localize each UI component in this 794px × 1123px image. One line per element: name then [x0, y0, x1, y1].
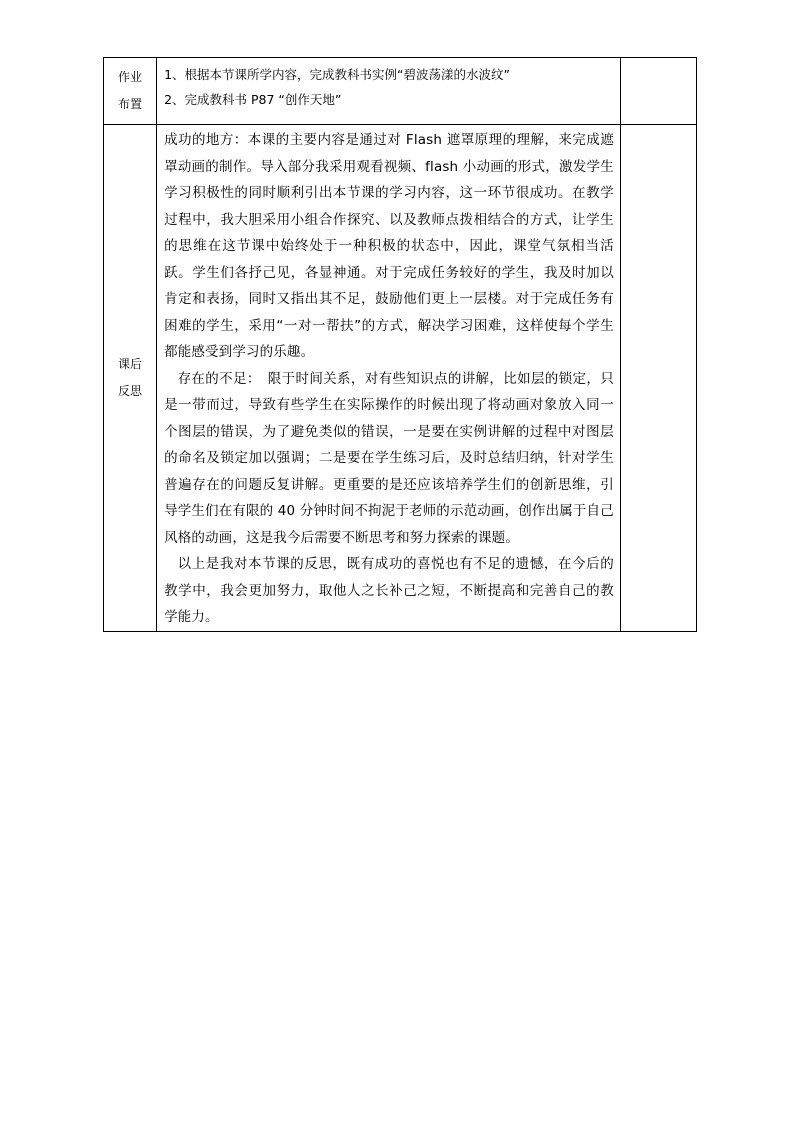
homework-item-1: 1、根据本节课所学内容，完成教科书实例“碧波荡漾的水波纹”	[164, 67, 510, 82]
reflection-paragraph-shortcomings: 存在的不足： 限于时间关系，对有些知识点的讲解，比如层的锁定，只是一带而过，导致有些学生在实际操作的时候出现了将动画对象放入同一个图层的错误，为了避免类似的错误，一是要在实例讲解的过程中对图层的命名及锁定加以强调；二是要在学生练习后，及时总结归纳，针对学生普遍存在的问题反复讲解。更重要的是还应该培养学生们的创新思维，引导学生们在有限的 40 分钟时间不拘泥于老师的示范动画，创作出属于自己风格的动画，这是我今后需要不断思考和努力探索的课题。	[164, 370, 614, 546]
reflection-paragraph-success: 成功的地方：本课的主要内容是通过对 Flash 遮罩原理的理解，来完成遮罩动画的制作。导入部分我采用观看视频、flash 小动画的形式，激发学生学习积极性的同时顺利引出本节课的学习内容，这一环节很成功。在教学过程中，我大胆采用小组合作探究、以及教师点拨相结合的方式，让学生的思维在这节课中始终处于一种积极的状态中，因此，课堂气氛相当活跃。学生们各抒己见，各显神通。对于完成任务较好的学生，我及时加以肯定和表扬，同时又指出其不足，鼓励他们更上一层楼。对于完成任务有困难的学生，采用“一对一帮扶”的方式，解决学习困难，这样使每个学生都能感受到学习的乐趣。	[164, 132, 614, 360]
homework-empty-cell	[620, 58, 696, 125]
homework-label-cell	[104, 58, 157, 125]
reflection-label-line1: 课后	[118, 356, 143, 371]
homework-content-cell	[157, 58, 621, 125]
homework-label-line1: 作业	[118, 70, 143, 84]
homework-row	[104, 58, 697, 125]
lesson-plan-table	[103, 57, 697, 632]
reflection-label-cell	[104, 125, 157, 632]
reflection-empty-cell	[620, 125, 696, 632]
homework-label-line2: 布置	[118, 97, 143, 111]
reflection-row	[104, 125, 697, 632]
homework-item-2: 2、完成教科书 P87 “创作天地”	[164, 92, 342, 107]
reflection-paragraph-summary: 以上是我对本节课的反思，既有成功的喜悦也有不足的遗憾，在今后的教学中，我会更加努力，取他人之长补己之短，不断提高和完善自己的教学能力。	[164, 556, 614, 625]
reflection-content-cell	[157, 125, 621, 632]
reflection-label-line2: 反思	[118, 383, 143, 398]
